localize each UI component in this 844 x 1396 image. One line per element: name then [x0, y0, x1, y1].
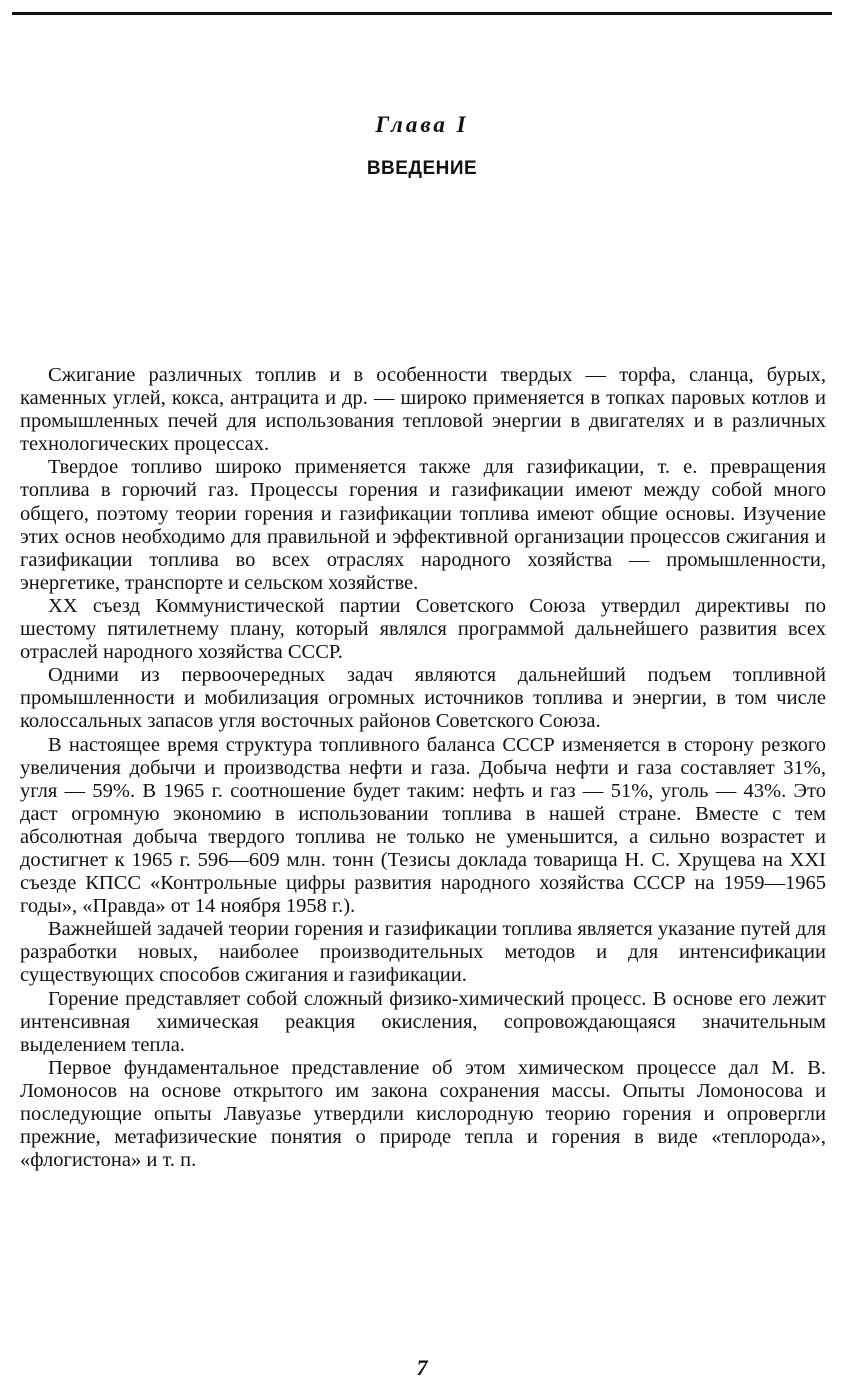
- body-text: [20, 364, 826, 1172]
- top-rule: [12, 12, 832, 15]
- page-number: 7: [416, 1355, 428, 1380]
- paragraph: Горение представляет собой сложный физико-химический процесс. В основе его лежит интенсивная химическая реакция окисления, сопровождающаяся значительным выделением тепла.: [20, 987, 826, 1056]
- paragraph: XX съезд Коммунистической партии Советского Союза утвердил директивы по шестому пятилетнему плану, который являлся программой дальнейшего развития всех отраслей народного хозяйства СССР.: [20, 594, 826, 664]
- paragraph: Важнейшей задачей теории горения и газификации топлива является указание путей для разработки новых, наиболее производительных методов и для интенсификации существующих способов сжигания и газификации.: [20, 918, 826, 987]
- chapter-label: Глава I: [375, 112, 469, 137]
- paragraph: Первое фундаментальное представление об этом химическом процессе дал М. В. Ломоносов на основе открытого им закона сохранения массы. Опыты Ломоносова и последующие опыты Лавуазье утвердили кислородную теорию горения и опровергли прежние, метафизические понятия о природе тепла и горения в виде «теплорода», «флогистона» и т. п.: [20, 1056, 826, 1172]
- paragraph: В настоящее время структура топливного баланса СССР изменяется в сторону резкого увеличения добычи и производства нефти и газа. Добыча нефти и газа составляет 31%, угля — 59%. В 1965 г. соотношение будет таким: нефть и газ — 51%, уголь — 43%. Это даст огромную экономию в использовании топлива в нашей стране. Вместе с тем абсолютная добыча твердого топлива не только не уменьшится, а сильно возрастет и достигнет к 1965 г. 596—609 млн. тонн (Тезисы доклада товарища Н. С. Хрущева на XXI съезде КПСС «Контрольные цифры развития народного хозяйства СССР на 1959—1965 годы», «Правда» от 14 ноября 1958 г.).: [20, 733, 826, 918]
- chapter-title: ВВЕДЕНИЕ: [366, 158, 478, 179]
- paragraph: Сжигание различных топлив и в особенности твердых — торфа, сланца, бурых, каменных углей, кокса, антрацита и др. — широко применяется в топках паровых котлов и промышленных печей для использования тепловой энергии в двигателях и в различных технологических процессах.: [20, 364, 826, 456]
- paragraph: Одними из первоочередных задач являются дальнейший подъем топливной промышленности и мобилизация огромных источников топлива и энергии, в том числе колоссальных запасов угля восточных районов Советского Союза.: [20, 664, 826, 733]
- paragraph: Твердое топливо широко применяется также для газификации, т. е. превращения топлива в горючий газ. Процессы горения и газификации имеют между собой много общего, поэтому теории горения и газификации топлива имеют общие основы. Изучение этих основ необходимо для правильной и эффективной организации процессов сжигания и газификации топлива во всех отраслях народного хозяйства — промышленности, энергетике, транспорте и сельском хозяйстве.: [20, 456, 826, 594]
